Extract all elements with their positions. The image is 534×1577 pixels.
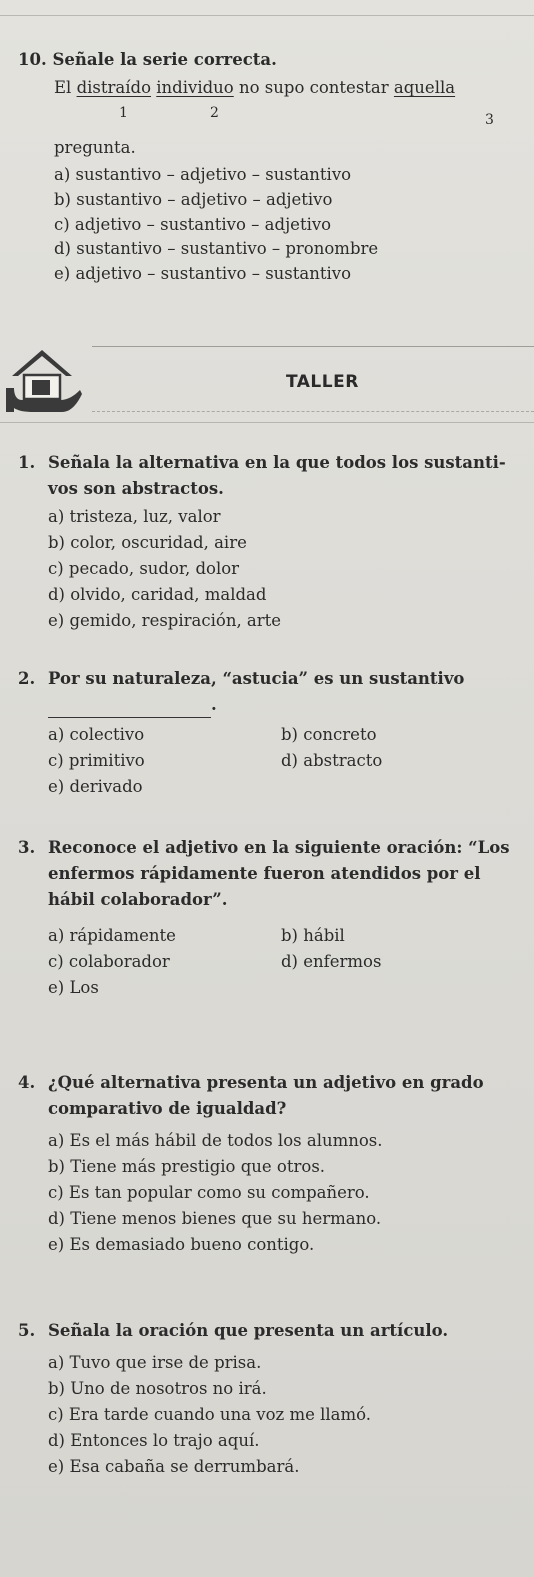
option-d[interactable]: d) abstracto (281, 751, 383, 770)
question-2-options (18, 722, 528, 800)
option-d[interactable]: d) Entonces lo trajo aquí. (48, 1431, 260, 1450)
banner-top-line (92, 346, 534, 347)
option-a[interactable]: a) rápidamente (48, 926, 176, 945)
question-4-text (18, 1070, 528, 1096)
option-e[interactable]: e) Es demasiado bueno contigo. (48, 1235, 315, 1254)
question-text-line-1: Reconoce el adjetivo en la siguiente oración: “Los (48, 838, 510, 857)
option-c[interactable]: c) pecado, sudor, dolor (48, 559, 240, 578)
underline-number-2: 2 (210, 105, 219, 121)
question-2-blank-line (18, 692, 528, 718)
option-a[interactable]: a) Tuvo que irse de prisa. (48, 1353, 262, 1372)
question-4-options (18, 1128, 528, 1258)
word-underlined-2: individuo (156, 78, 234, 97)
question-3 (18, 835, 528, 1001)
example-sentence (54, 78, 534, 128)
option-c[interactable]: c) primitivo (48, 751, 145, 770)
question-text-line-1: Señala la oración que presenta un artículo. (48, 1321, 449, 1340)
question-number: 1. (18, 453, 36, 472)
question-2 (18, 666, 528, 800)
question-3-text (18, 835, 528, 861)
blank-period: . (211, 695, 217, 714)
option-d[interactable]: d) Tiene menos bienes que su hermano. (48, 1209, 382, 1228)
question-1-text (18, 450, 528, 476)
option-e[interactable]: e) Esa cabaña se derrumbará. (48, 1457, 300, 1476)
question-5-text (18, 1318, 528, 1344)
question-text: Señale la serie correcta. (52, 50, 277, 69)
question-text-line-1: Señala la alternativa en la que todos los sustanti- (48, 453, 506, 472)
option-e[interactable]: e) derivado (48, 777, 143, 796)
banner-divider (0, 422, 534, 423)
option-d[interactable]: d) olvido, caridad, maldad (48, 585, 267, 604)
question-text-line-1: ¿Qué alternativa presenta un adjetivo en grado (48, 1073, 484, 1092)
answer-blank[interactable] (48, 701, 211, 718)
question-text-line-2: enfermos rápidamente fueron atendidos por el (48, 864, 481, 883)
word-el: El (54, 78, 72, 97)
sentence-continuation: pregunta. (54, 138, 136, 157)
option-c[interactable]: c) Era tarde cuando una voz me llamó. (48, 1405, 372, 1424)
option-a[interactable]: a) sustantivo – adjetivo – sustantivo (54, 165, 352, 184)
banner-bottom-line (92, 411, 534, 413)
question-1-options (18, 504, 528, 634)
word-underlined-1: distraído (76, 78, 152, 97)
question-number: 4. (18, 1073, 36, 1092)
question-text-line-1: Por su naturaleza, “astucia” es un sustantivo (48, 669, 465, 688)
option-b[interactable]: b) Uno de nosotros no irá. (48, 1379, 267, 1398)
question-10-options (54, 163, 378, 287)
option-e[interactable]: e) Los (48, 978, 99, 997)
option-b[interactable]: b) Tiene más prestigio que otros. (48, 1157, 326, 1176)
option-a[interactable]: a) tristeza, luz, valor (48, 507, 221, 526)
question-10 (18, 50, 528, 284)
question-5-options (18, 1350, 528, 1480)
question-1 (18, 450, 528, 634)
option-b[interactable]: b) color, oscuridad, aire (48, 533, 247, 552)
question-number: 10. (18, 50, 47, 69)
option-b[interactable]: b) sustantivo – adjetivo – adjetivo (54, 189, 333, 209)
question-number: 5. (18, 1321, 36, 1340)
question-5 (18, 1318, 528, 1480)
option-c[interactable]: c) adjetivo – sustantivo – adjetivo (54, 214, 332, 234)
question-text-line-3: hábil colaborador”. (48, 890, 228, 909)
underline-number-1: 1 (119, 105, 128, 121)
question-3-options (18, 923, 528, 1001)
option-b[interactable]: b) hábil (281, 926, 345, 945)
banner-title: TALLER (286, 372, 359, 392)
question-4 (18, 1070, 528, 1258)
option-e[interactable]: e) gemido, respiración, arte (48, 611, 282, 630)
option-d[interactable]: d) sustantivo – sustantivo – pronombre (54, 239, 379, 259)
option-a[interactable]: a) Es el más hábil de todos los alumnos. (48, 1131, 383, 1150)
question-number: 2. (18, 669, 36, 688)
sentence-middle: no supo contestar (238, 78, 389, 97)
taller-banner (0, 338, 534, 424)
option-a[interactable]: a) colectivo (48, 725, 145, 744)
word-underlined-3: aquella (393, 78, 456, 97)
question-10-prompt (18, 50, 528, 69)
underline-number-3: 3 (485, 112, 494, 128)
question-number: 3. (18, 838, 36, 857)
option-d[interactable]: d) enfermos (281, 952, 382, 971)
question-2-text (18, 666, 528, 692)
option-c[interactable]: c) colaborador (48, 952, 170, 971)
option-b[interactable]: b) concreto (281, 725, 377, 744)
option-c[interactable]: c) Es tan popular como su compañero. (48, 1183, 370, 1202)
house-in-hand-icon (4, 342, 88, 416)
question-text-line-2: comparativo de igualdad? (48, 1099, 287, 1118)
top-divider (0, 15, 534, 16)
question-text-line-2: vos son abstractos. (48, 479, 224, 498)
option-e[interactable]: e) adjetivo – sustantivo – sustantivo (54, 264, 352, 284)
